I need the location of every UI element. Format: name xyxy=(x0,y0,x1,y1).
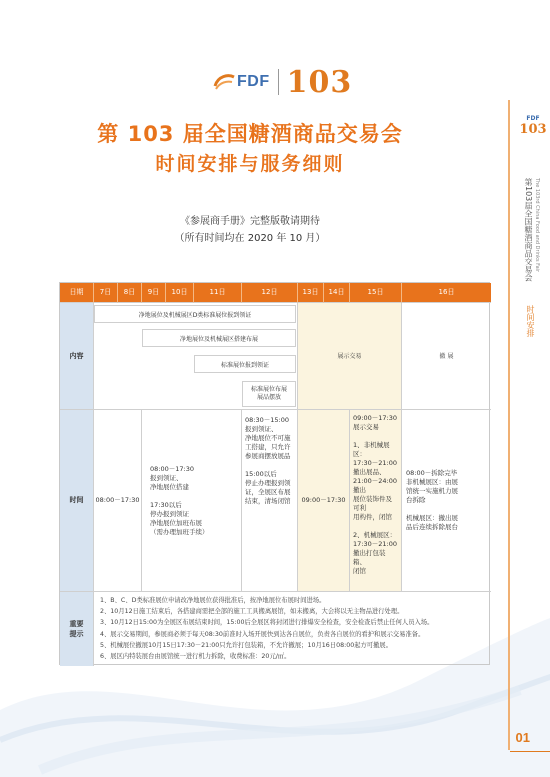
side-fair-name: 第103届全国糖酒商品交易会 xyxy=(524,178,533,282)
fair-logo xyxy=(212,64,352,100)
note-item: 4、展示交易期间，参展商必须于每天08:30前准时入场开展快到达各自展位，负责各自展位的看护和展示交易准备。 xyxy=(100,630,425,638)
time-note: （所有时间均在 2020 年 10 月） xyxy=(174,233,326,244)
header-day-8: 8日 xyxy=(118,283,142,303)
bar-standard-setup: 标准展位布展 展品摆放 xyxy=(242,381,296,407)
note-item: 3、10月12日15:00为全展区布展结束时间，15:00后全展区将封闭进行排爆安全检查，安全检查后禁止任何人员入场。 xyxy=(100,619,434,627)
side-logo xyxy=(518,115,548,137)
header-day-12: 12日 xyxy=(242,283,298,303)
header-day-7: 7日 xyxy=(94,283,118,303)
content-dismantle: 撤 展 xyxy=(402,303,491,410)
logo-brand-text: FDF xyxy=(237,73,270,90)
page-number: 01 xyxy=(515,730,530,745)
bar-净地展位-build: 净地展位及机械展区搭建布展 xyxy=(142,329,296,347)
page-number-underline xyxy=(510,751,550,752)
content-exhibit-trade: 展示交易 xyxy=(298,303,402,410)
side-bar xyxy=(508,0,550,777)
time-days-9-11: 08:00－17:30 报到领证、 净地展位搭建 17:30以后 停办报到领证 净地展位加班布展 （需办理加班手续） xyxy=(142,410,242,592)
side-section-label: 时间安排 xyxy=(526,305,535,337)
time-days-7-8: 08:00－17:30 xyxy=(94,410,142,592)
header-day-14: 14日 xyxy=(324,283,350,303)
important-notes xyxy=(94,592,491,666)
note-item: 2、10月12日施工结束后，各搭建商需把全部的施工工具搬离展馆，如未搬离，大会将以无主物品进行处理。 xyxy=(100,608,404,616)
header-day-15: 15日 xyxy=(350,283,402,303)
note-item: 6、展区内特装展台由展馆统一进行机力拆除，收费标准：20元/㎡。 xyxy=(100,653,291,661)
side-logo-brand: FDF xyxy=(526,115,540,122)
side-divider-line xyxy=(508,100,510,750)
header-day-13: 13日 xyxy=(298,283,324,303)
page-subtitle: 时间安排与服务细则 xyxy=(155,153,345,175)
time-day-16: 08:00－拆除完毕 非机械展区：由展 馆统一实施机力展 台拆除 机械展区：撤出展 品后连续拆除展台 xyxy=(402,410,491,592)
row-label-time: 时间 xyxy=(60,410,94,592)
row-label-notes: 重要 提示 xyxy=(60,592,94,666)
fdf-swoosh-icon xyxy=(212,72,236,92)
note-item: 1、B、C、D类标准展位申请改净地展位获得批准后，按净地展位布展时间进场。 xyxy=(100,597,326,604)
header-day-11: 11日 xyxy=(194,283,242,303)
header-day-9: 9日 xyxy=(142,283,166,303)
page-title: 第 103 届全国糖酒商品交易会 xyxy=(97,122,403,146)
bar-净地展位-registration: 净地展位及机械展区D类标准展位报到领证 xyxy=(94,305,296,323)
time-day-15: 09:00－17:30 展示交易 1、非机械展区： 17:30－21:00 撤出展品、 21:00－24:00撤出 展位装饰件及可利 用构件，闭馆 2、机械展区： 17:30－21:00 撤出打包装箱、 闭馆 xyxy=(350,410,402,592)
bar-standard-registration: 标准展位报到领证 xyxy=(194,355,296,373)
schedule-table xyxy=(59,282,490,665)
side-logo-number: 103 xyxy=(519,122,547,137)
header-day-10: 10日 xyxy=(166,283,194,303)
time-day-12: 08:30－15:00 报到领证、 净地展位不可施 工搭建，只允许 参展商摆放展品 15:00以后 停止办理报到领 证，全展区布展 结束，清场闭馆 xyxy=(242,410,298,592)
header-day-16: 16日 xyxy=(402,283,491,303)
header-date: 日期 xyxy=(60,283,94,303)
side-fair-name-en: The 103rd China Food and Drinks Fair xyxy=(534,178,540,273)
manual-note: 《参展商手册》完整版敬请期待 xyxy=(180,216,320,227)
logo-separator xyxy=(278,69,279,95)
logo-number-text: 103 xyxy=(286,64,353,100)
time-days-13-14: 09:00－17:30 xyxy=(298,410,350,592)
row-label-content: 内容 xyxy=(60,303,94,410)
note-item: 5、机械展位撤展10月15日17:30－21:00只允许打包装箱，不允许撤展；10月16日08:00起方可撤展。 xyxy=(100,641,392,649)
